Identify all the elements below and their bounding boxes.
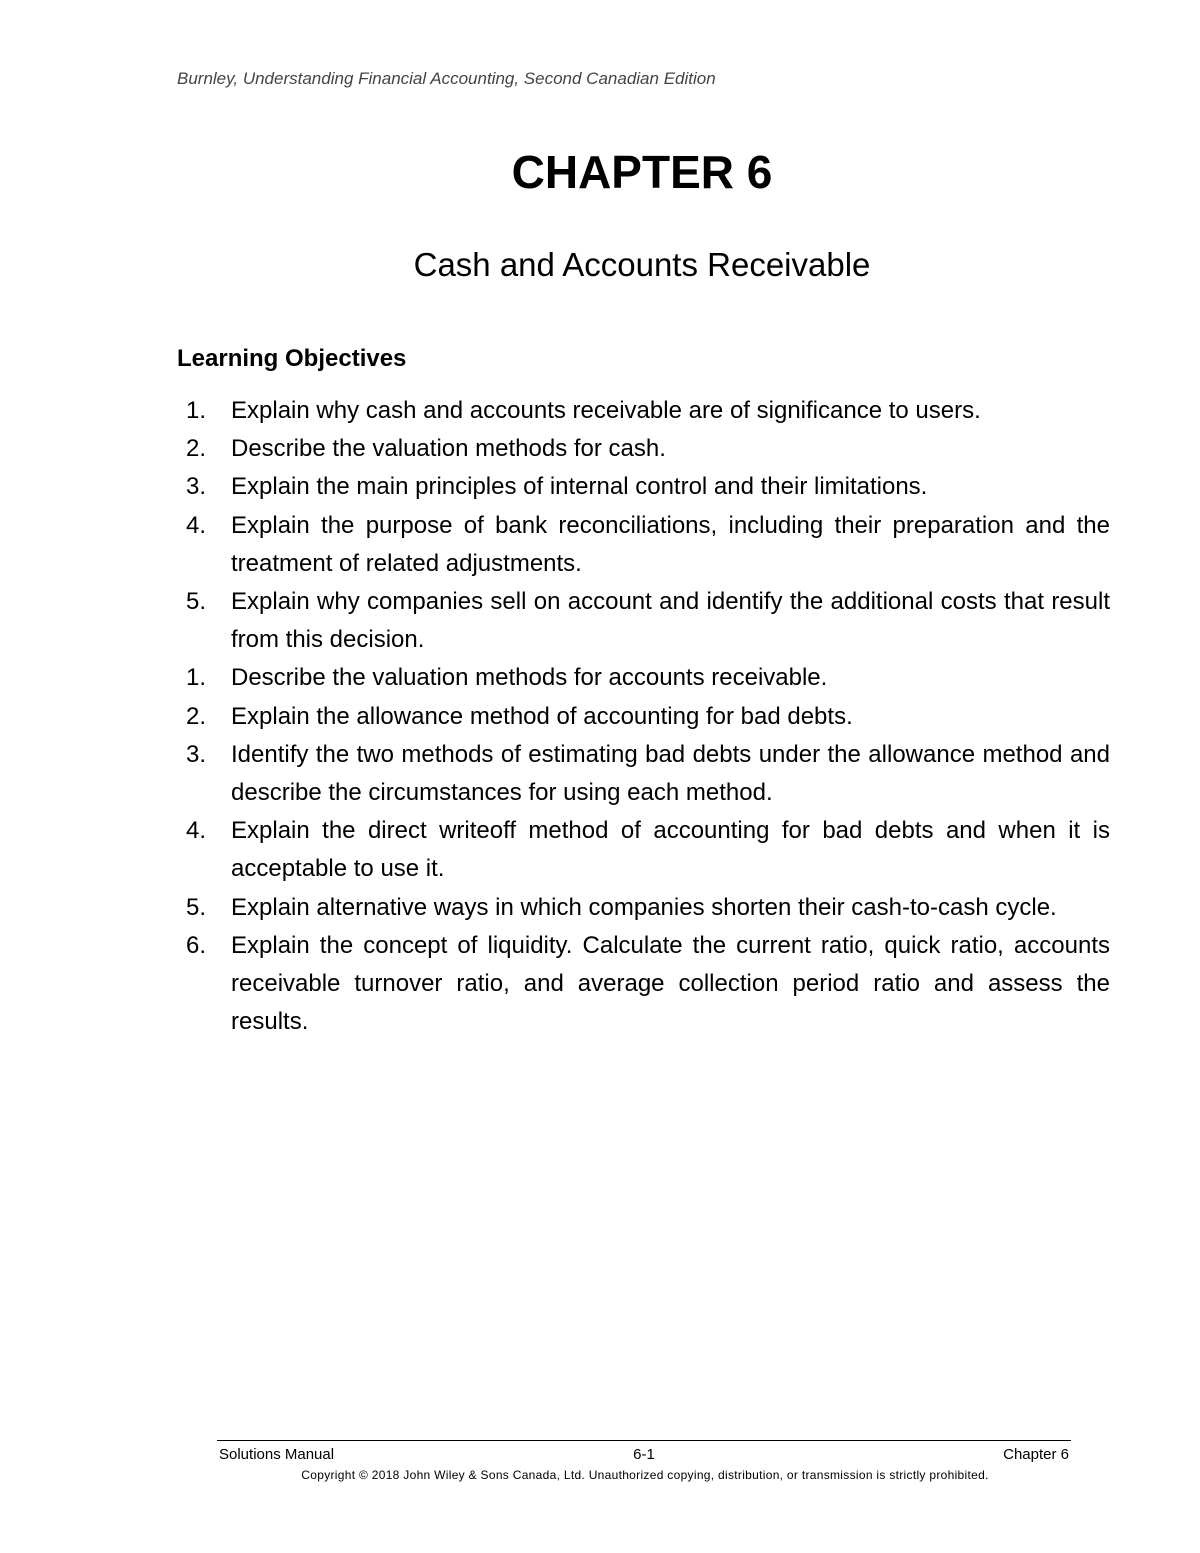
list-item: [186, 430, 1110, 468]
list-item: [186, 583, 1110, 659]
running-header: Burnley, Understanding Financial Accounting, Second Canadian Edition: [177, 69, 716, 88]
learning-objectives-heading: Learning Objectives: [177, 345, 407, 372]
chapter-subtitle: Cash and Accounts Receivable: [413, 246, 871, 283]
list-item: [186, 507, 1110, 583]
list-item-number: 2.: [186, 435, 207, 463]
list-item-text: Describe the valuation methods for cash.: [231, 435, 666, 463]
list-item-text: Explain the allowance method of accounting for bad debts.: [231, 702, 853, 730]
list-item-text: Explain the concept of liquidity. Calculate the current ratio, quick ratio, accounts receivable turnover ratio, and average collection period ratio and assess the results.: [231, 931, 1110, 1036]
list-item-text: Explain the purpose of bank reconciliations, including their preparation and the treatment of related adjustments.: [231, 511, 1110, 577]
list-item-text: Explain why cash and accounts receivable are of significance to users.: [231, 397, 981, 424]
list-item-number: 3.: [186, 473, 207, 501]
footer-copyright: Copyright © 2018 John Wiley & Sons Canada, Ltd. Unauthorized copying, distribution, or transmission is strictly prohibited.: [301, 1468, 989, 1482]
list-item: [186, 468, 1110, 506]
list-item-number: 1.: [186, 664, 207, 692]
list-item-number: 6.: [186, 931, 207, 959]
footer-divider: [217, 1440, 1071, 1441]
list-item-number: 4.: [186, 817, 207, 845]
list-item-text: Describe the valuation methods for accounts receivable.: [231, 664, 828, 692]
list-item-number: 5.: [186, 588, 207, 616]
footer-page-number: 6-1: [633, 1446, 655, 1463]
list-item: [186, 392, 1110, 430]
list-item: [186, 659, 1110, 697]
list-item-text: Explain alternative ways in which companies shorten their cash-to-cash cycle.: [231, 893, 1057, 921]
list-item-text: Explain why companies sell on account and identify the additional costs that result from this decision.: [231, 588, 1110, 654]
chapter-title: CHAPTER 6: [511, 146, 773, 198]
footer-left-label: Solutions Manual: [219, 1446, 335, 1463]
list-item: [186, 812, 1110, 888]
list-item-number: 5.: [186, 893, 207, 921]
list-item: [186, 736, 1110, 812]
list-item-number: 4.: [186, 511, 207, 539]
learning-objectives-list: [186, 392, 1110, 1041]
list-item-number: 2.: [186, 702, 207, 730]
footer-right-label: Chapter 6: [1003, 1446, 1069, 1463]
list-item-number: 3.: [186, 740, 207, 768]
list-item: [186, 889, 1110, 927]
list-item-text: Identify the two methods of estimating bad debts under the allowance method and describe the circumstances for using each method.: [231, 740, 1110, 807]
list-item-text: Explain the main principles of internal control and their limitations.: [231, 473, 928, 501]
list-item-text: Explain the direct writeoff method of accounting for bad debts and when it is acceptable to use it.: [231, 817, 1110, 883]
list-item: [186, 698, 1110, 736]
list-item: [186, 927, 1110, 1042]
list-item-number: 1.: [186, 397, 207, 424]
